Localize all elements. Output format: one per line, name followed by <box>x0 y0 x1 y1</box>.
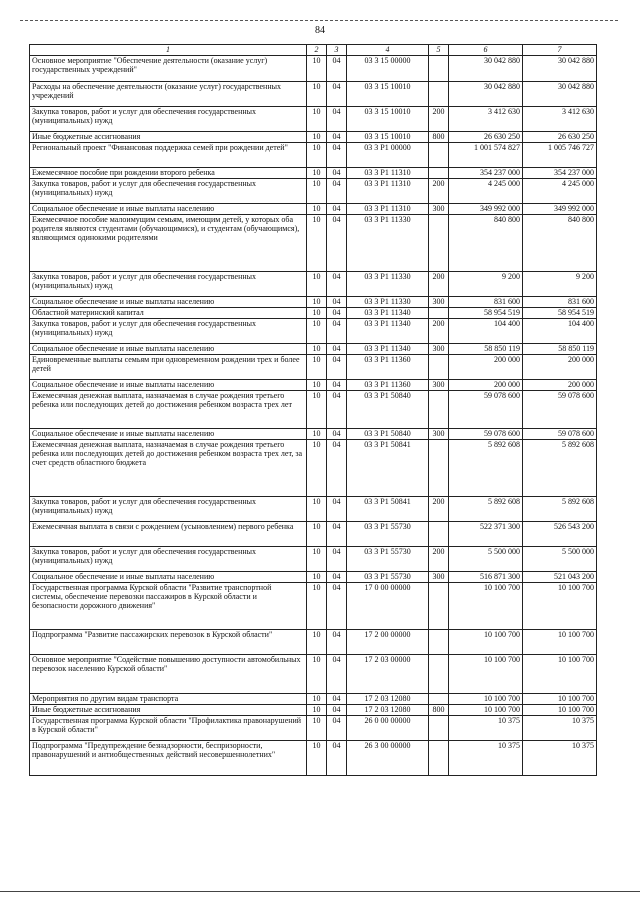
row-expense-type <box>429 655 449 694</box>
row-subsection: 04 <box>327 716 347 741</box>
row-expense-type <box>429 440 449 497</box>
row-target-code: 26 0 00 00000 <box>347 716 429 741</box>
row-section: 10 <box>307 716 327 741</box>
row-amount-2: 10 375 <box>523 741 597 776</box>
row-amount-1: 10 100 700 <box>449 655 523 694</box>
row-target-code: 03 3 P1 11340 <box>347 319 429 344</box>
row-section: 10 <box>307 56 327 82</box>
table-row <box>30 107 597 132</box>
row-expense-type <box>429 694 449 705</box>
table-row <box>30 391 597 429</box>
row-amount-1: 4 245 000 <box>449 179 523 204</box>
row-target-code: 03 3 P1 00000 <box>347 143 429 168</box>
row-expense-type <box>429 143 449 168</box>
row-name: Социальное обеспечение и иные выплаты населению <box>30 344 307 355</box>
row-target-code: 03 3 P1 11310 <box>347 168 429 179</box>
row-expense-type: 800 <box>429 705 449 716</box>
row-amount-2: 10 100 700 <box>523 655 597 694</box>
row-subsection: 04 <box>327 497 347 522</box>
row-amount-2: 30 042 880 <box>523 82 597 107</box>
table-row <box>30 168 597 179</box>
row-expense-type: 300 <box>429 344 449 355</box>
row-amount-1: 5 892 608 <box>449 440 523 497</box>
row-amount-1: 516 871 300 <box>449 572 523 583</box>
row-expense-type: 200 <box>429 179 449 204</box>
row-name: Социальное обеспечение и иные выплаты населению <box>30 429 307 440</box>
row-target-code: 03 3 P1 11360 <box>347 355 429 380</box>
row-subsection: 04 <box>327 168 347 179</box>
row-section: 10 <box>307 344 327 355</box>
row-name: Иные бюджетные ассигнования <box>30 132 307 143</box>
row-target-code: 17 2 03 00000 <box>347 655 429 694</box>
row-amount-1: 831 600 <box>449 297 523 308</box>
row-amount-1: 30 042 880 <box>449 82 523 107</box>
row-expense-type: 200 <box>429 497 449 522</box>
row-name: Закупка товаров, работ и услуг для обеспечения государственных (муниципальных) нужд <box>30 272 307 297</box>
row-section: 10 <box>307 440 327 497</box>
row-amount-1: 9 200 <box>449 272 523 297</box>
row-amount-2: 354 237 000 <box>523 168 597 179</box>
row-amount-2: 5 892 608 <box>523 497 597 522</box>
row-name: Подпрограмма "Предупреждение безнадзорности, беспризорности, правонарушений и антиобщественных действий несовершеннолетних" <box>30 741 307 776</box>
row-amount-2: 26 630 250 <box>523 132 597 143</box>
row-amount-1: 26 630 250 <box>449 132 523 143</box>
row-subsection: 04 <box>327 380 347 391</box>
table-row <box>30 132 597 143</box>
row-target-code: 26 3 00 00000 <box>347 741 429 776</box>
row-name: Ежемесячная выплата в связи с рождением (усыновлением) первого ребенка <box>30 522 307 547</box>
row-amount-1: 58 954 519 <box>449 308 523 319</box>
row-expense-type: 200 <box>429 107 449 132</box>
row-expense-type <box>429 355 449 380</box>
row-section: 10 <box>307 215 327 272</box>
row-expense-type <box>429 391 449 429</box>
row-amount-2: 59 078 600 <box>523 391 597 429</box>
row-name: Основное мероприятие "Содействие повышению доступности автомобильных перевозок населению Курской области" <box>30 655 307 694</box>
header-row <box>30 45 597 56</box>
row-amount-1: 3 412 630 <box>449 107 523 132</box>
table-row <box>30 522 597 547</box>
row-name: Ежемесячная денежная выплата, назначаемая в случае рождения третьего ребенка или последующих детей до достижения ребенком возраста трех лет, за счет средств областного бюджета <box>30 440 307 497</box>
bottom-rule <box>0 891 640 892</box>
row-section: 10 <box>307 143 327 168</box>
table-row <box>30 319 597 344</box>
row-expense-type <box>429 56 449 82</box>
row-target-code: 17 2 03 12080 <box>347 705 429 716</box>
row-section: 10 <box>307 297 327 308</box>
row-section: 10 <box>307 380 327 391</box>
row-section: 10 <box>307 497 327 522</box>
row-amount-2: 831 600 <box>523 297 597 308</box>
row-amount-2: 349 992 000 <box>523 204 597 215</box>
row-amount-1: 200 000 <box>449 380 523 391</box>
row-subsection: 04 <box>327 440 347 497</box>
page-number: 84 <box>315 25 325 36</box>
row-expense-type: 200 <box>429 272 449 297</box>
row-target-code: 03 3 P1 50840 <box>347 391 429 429</box>
table-row <box>30 380 597 391</box>
row-section: 10 <box>307 694 327 705</box>
col-header-vr: 5 <box>429 45 449 56</box>
col-header-pr: 3 <box>327 45 347 56</box>
row-expense-type <box>429 583 449 630</box>
row-subsection: 04 <box>327 391 347 429</box>
row-name: Социальное обеспечение и иные выплаты населению <box>30 297 307 308</box>
row-name: Закупка товаров, работ и услуг для обеспечения государственных (муниципальных) нужд <box>30 497 307 522</box>
row-section: 10 <box>307 319 327 344</box>
table-row <box>30 143 597 168</box>
row-amount-1: 104 400 <box>449 319 523 344</box>
row-target-code: 03 3 P1 55730 <box>347 572 429 583</box>
row-amount-1: 10 100 700 <box>449 694 523 705</box>
row-target-code: 03 3 P1 50841 <box>347 440 429 497</box>
row-amount-2: 4 245 000 <box>523 179 597 204</box>
row-target-code: 03 3 P1 50840 <box>347 429 429 440</box>
table-row <box>30 204 597 215</box>
row-expense-type <box>429 716 449 741</box>
row-expense-type: 200 <box>429 319 449 344</box>
row-amount-2: 58 954 519 <box>523 308 597 319</box>
row-expense-type <box>429 215 449 272</box>
row-name: Закупка товаров, работ и услуг для обеспечения государственных (муниципальных) нужд <box>30 107 307 132</box>
table-row <box>30 272 597 297</box>
row-subsection: 04 <box>327 655 347 694</box>
row-amount-1: 5 892 608 <box>449 497 523 522</box>
row-name: Областной материнский капитал <box>30 308 307 319</box>
row-name: Иные бюджетные ассигнования <box>30 705 307 716</box>
table-row <box>30 355 597 380</box>
row-subsection: 04 <box>327 297 347 308</box>
table-row <box>30 694 597 705</box>
top-dashed-rule <box>20 20 618 21</box>
table-row <box>30 308 597 319</box>
row-amount-2: 58 850 119 <box>523 344 597 355</box>
budget-table <box>29 44 597 776</box>
col-header-rz: 2 <box>307 45 327 56</box>
row-amount-1: 354 237 000 <box>449 168 523 179</box>
row-name: Государственная программа Курской области "Развитие транспортной системы, обеспечение перевозки пассажиров в Курской области и безопасности дорожного движения" <box>30 583 307 630</box>
row-section: 10 <box>307 572 327 583</box>
row-section: 10 <box>307 168 327 179</box>
row-expense-type: 800 <box>429 132 449 143</box>
row-name: Подпрограмма "Развитие пассажирских перевозок в Курской области" <box>30 630 307 655</box>
row-subsection: 04 <box>327 82 347 107</box>
row-section: 10 <box>307 391 327 429</box>
row-amount-2: 10 100 700 <box>523 705 597 716</box>
row-section: 10 <box>307 308 327 319</box>
row-section: 10 <box>307 355 327 380</box>
row-subsection: 04 <box>327 204 347 215</box>
table-row <box>30 215 597 272</box>
row-amount-2: 5 500 000 <box>523 547 597 572</box>
row-target-code: 03 3 15 10010 <box>347 132 429 143</box>
row-name: Ежемесячное пособие при рождении второго ребенка <box>30 168 307 179</box>
row-subsection: 04 <box>327 583 347 630</box>
row-name: Расходы на обеспечение деятельности (оказание услуг) государственных учреждений <box>30 82 307 107</box>
row-section: 10 <box>307 132 327 143</box>
row-amount-2: 104 400 <box>523 319 597 344</box>
row-section: 10 <box>307 204 327 215</box>
row-amount-1: 1 001 574 827 <box>449 143 523 168</box>
row-amount-2: 9 200 <box>523 272 597 297</box>
row-amount-1: 349 992 000 <box>449 204 523 215</box>
row-section: 10 <box>307 741 327 776</box>
row-amount-1: 840 800 <box>449 215 523 272</box>
row-section: 10 <box>307 522 327 547</box>
row-expense-type <box>429 630 449 655</box>
row-expense-type: 200 <box>429 547 449 572</box>
row-expense-type <box>429 168 449 179</box>
row-target-code: 17 0 00 00000 <box>347 583 429 630</box>
row-section: 10 <box>307 547 327 572</box>
table-row <box>30 82 597 107</box>
row-target-code: 03 3 P1 11330 <box>347 272 429 297</box>
row-name: Закупка товаров, работ и услуг для обеспечения государственных (муниципальных) нужд <box>30 547 307 572</box>
row-subsection: 04 <box>327 355 347 380</box>
row-amount-1: 10 375 <box>449 741 523 776</box>
row-target-code: 03 3 P1 11330 <box>347 215 429 272</box>
row-section: 10 <box>307 429 327 440</box>
row-amount-2: 526 543 200 <box>523 522 597 547</box>
row-subsection: 04 <box>327 319 347 344</box>
row-subsection: 04 <box>327 741 347 776</box>
row-name: Региональный проект "Финансовая поддержка семей при рождении детей" <box>30 143 307 168</box>
row-subsection: 04 <box>327 547 347 572</box>
table-row <box>30 741 597 776</box>
row-name: Закупка товаров, работ и услуг для обеспечения государственных (муниципальных) нужд <box>30 179 307 204</box>
row-section: 10 <box>307 179 327 204</box>
row-name: Социальное обеспечение и иные выплаты населению <box>30 204 307 215</box>
row-section: 10 <box>307 630 327 655</box>
row-target-code: 03 3 P1 11310 <box>347 179 429 204</box>
row-target-code: 03 3 P1 55730 <box>347 522 429 547</box>
row-expense-type: 300 <box>429 204 449 215</box>
row-target-code: 17 2 03 12080 <box>347 694 429 705</box>
row-target-code: 03 3 P1 11340 <box>347 344 429 355</box>
row-amount-1: 10 100 700 <box>449 630 523 655</box>
row-target-code: 03 3 P1 11360 <box>347 380 429 391</box>
table-row <box>30 179 597 204</box>
row-section: 10 <box>307 705 327 716</box>
row-amount-1: 30 042 880 <box>449 56 523 82</box>
row-name: Социальное обеспечение и иные выплаты населению <box>30 572 307 583</box>
row-amount-2: 521 043 200 <box>523 572 597 583</box>
row-target-code: 03 3 P1 11310 <box>347 204 429 215</box>
row-target-code: 03 3 P1 55730 <box>347 547 429 572</box>
table-row <box>30 344 597 355</box>
row-section: 10 <box>307 655 327 694</box>
row-subsection: 04 <box>327 56 347 82</box>
table-row <box>30 705 597 716</box>
table-row <box>30 583 597 630</box>
row-expense-type: 300 <box>429 429 449 440</box>
row-amount-2: 840 800 <box>523 215 597 272</box>
row-section: 10 <box>307 272 327 297</box>
row-amount-1: 5 500 000 <box>449 547 523 572</box>
row-target-code: 03 3 15 10010 <box>347 107 429 132</box>
row-name: Основное мероприятие "Обеспечение деятельности (оказание услуг) государственных учреждений" <box>30 56 307 82</box>
row-expense-type: 300 <box>429 380 449 391</box>
row-expense-type <box>429 82 449 107</box>
row-name: Государственная программа Курской области "Профилактика правонарушений в Курской области" <box>30 716 307 741</box>
row-amount-2: 10 100 700 <box>523 694 597 705</box>
row-amount-2: 200 000 <box>523 380 597 391</box>
row-subsection: 04 <box>327 522 347 547</box>
table-row <box>30 297 597 308</box>
table-row <box>30 56 597 82</box>
row-amount-2: 10 100 700 <box>523 583 597 630</box>
row-expense-type <box>429 308 449 319</box>
row-expense-type <box>429 522 449 547</box>
row-amount-2: 5 892 608 <box>523 440 597 497</box>
col-header-sum1: 6 <box>449 45 523 56</box>
col-header-name: 1 <box>30 45 307 56</box>
table-row <box>30 716 597 741</box>
row-subsection: 04 <box>327 705 347 716</box>
row-name: Мероприятия по другим видам транспорта <box>30 694 307 705</box>
table-row <box>30 429 597 440</box>
row-amount-1: 59 078 600 <box>449 391 523 429</box>
row-subsection: 04 <box>327 107 347 132</box>
row-amount-1: 59 078 600 <box>449 429 523 440</box>
row-subsection: 04 <box>327 179 347 204</box>
row-amount-1: 200 000 <box>449 355 523 380</box>
row-name: Социальное обеспечение и иные выплаты населению <box>30 380 307 391</box>
col-header-csr: 4 <box>347 45 429 56</box>
row-section: 10 <box>307 82 327 107</box>
table-row <box>30 655 597 694</box>
row-amount-2: 10 100 700 <box>523 630 597 655</box>
row-amount-2: 3 412 630 <box>523 107 597 132</box>
row-amount-1: 10 375 <box>449 716 523 741</box>
row-amount-1: 58 850 119 <box>449 344 523 355</box>
row-name: Ежемесячная денежная выплата, назначаемая в случае рождения третьего ребенка или последующих детей до достижения ребенком возраста трех лет <box>30 391 307 429</box>
row-amount-2: 200 000 <box>523 355 597 380</box>
row-name: Единовременные выплаты семьям при одновременном рождении трех и более детей <box>30 355 307 380</box>
row-section: 10 <box>307 583 327 630</box>
row-target-code: 03 3 P1 11340 <box>347 308 429 319</box>
row-subsection: 04 <box>327 694 347 705</box>
table-row <box>30 572 597 583</box>
row-expense-type: 300 <box>429 572 449 583</box>
table-row <box>30 497 597 522</box>
row-expense-type <box>429 741 449 776</box>
row-target-code: 03 3 15 00000 <box>347 56 429 82</box>
row-subsection: 04 <box>327 272 347 297</box>
row-name: Ежемесячное пособие малоимущим семьям, имеющим детей, у которых оба родителя являются студентами (обучающимися), и студентам (обучающимся), являющимся одинокими родителями <box>30 215 307 272</box>
row-amount-1: 10 100 700 <box>449 705 523 716</box>
row-subsection: 04 <box>327 344 347 355</box>
table-row <box>30 630 597 655</box>
row-subsection: 04 <box>327 308 347 319</box>
row-amount-2: 59 078 600 <box>523 429 597 440</box>
row-target-code: 03 3 P1 50841 <box>347 497 429 522</box>
row-subsection: 04 <box>327 132 347 143</box>
row-target-code: 03 3 P1 11330 <box>347 297 429 308</box>
row-target-code: 03 3 15 10010 <box>347 82 429 107</box>
row-subsection: 04 <box>327 143 347 168</box>
row-expense-type: 300 <box>429 297 449 308</box>
row-amount-2: 10 375 <box>523 716 597 741</box>
row-amount-1: 10 100 700 <box>449 583 523 630</box>
row-subsection: 04 <box>327 630 347 655</box>
table-row <box>30 440 597 497</box>
row-target-code: 17 2 00 00000 <box>347 630 429 655</box>
table-row <box>30 547 597 572</box>
col-header-sum2: 7 <box>523 45 597 56</box>
row-amount-2: 1 005 746 727 <box>523 143 597 168</box>
row-subsection: 04 <box>327 572 347 583</box>
row-section: 10 <box>307 107 327 132</box>
row-amount-1: 522 371 300 <box>449 522 523 547</box>
row-amount-2: 30 042 880 <box>523 56 597 82</box>
row-subsection: 04 <box>327 429 347 440</box>
row-subsection: 04 <box>327 215 347 272</box>
row-name: Закупка товаров, работ и услуг для обеспечения государственных (муниципальных) нужд <box>30 319 307 344</box>
